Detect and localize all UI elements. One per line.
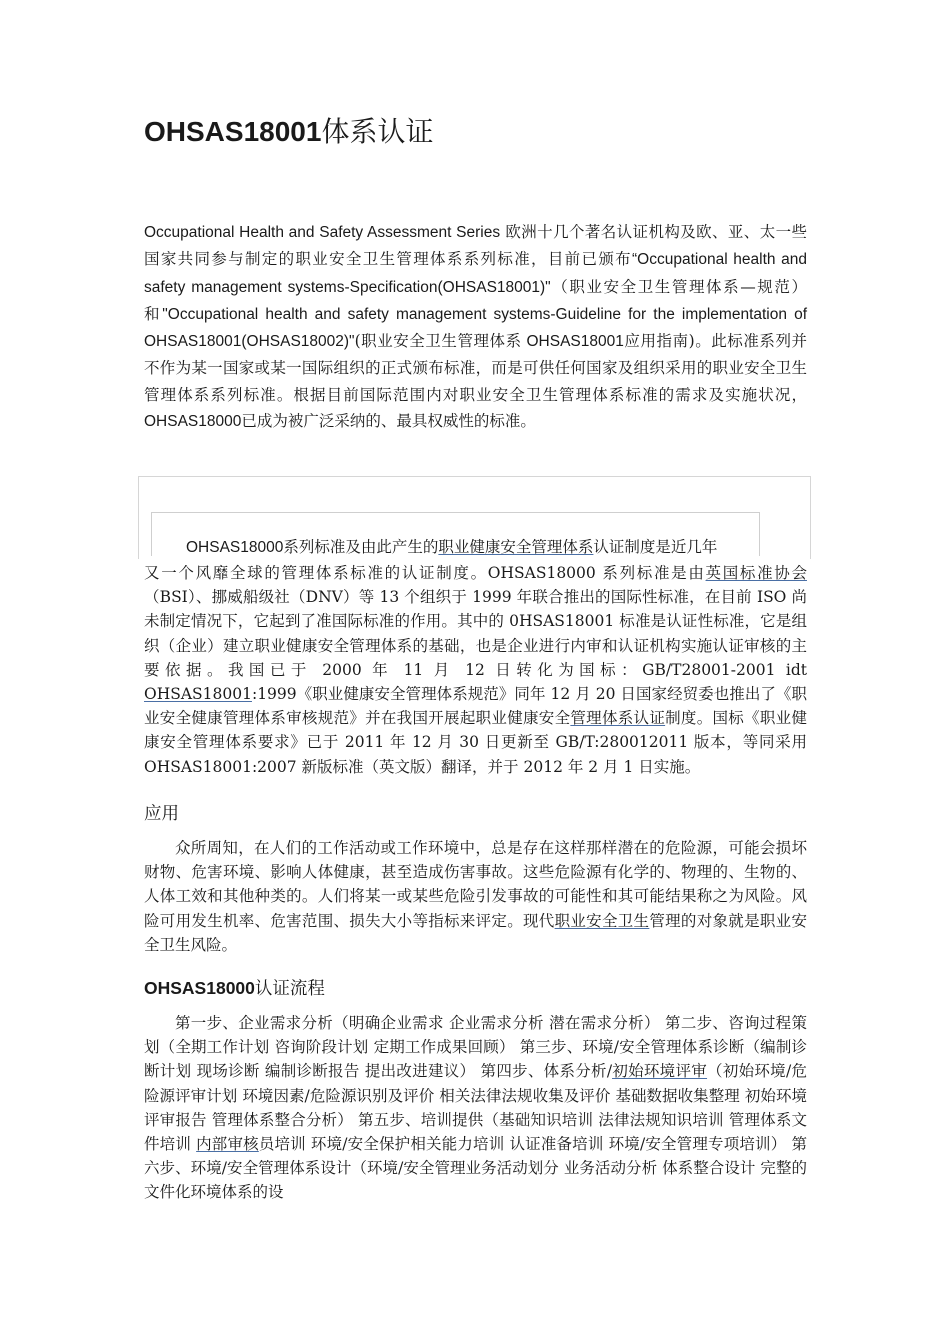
title-text: 体系认证: [321, 115, 434, 148]
body-paragraph: [144, 561, 807, 779]
standard-code: OHSAS18000: [186, 539, 284, 556]
ohsas18001-link[interactable]: OHSAS18001: [144, 685, 252, 704]
series-name: Occupational Health and Safety Assessment Series: [144, 224, 501, 241]
body-text: 众所周知，在人们的工作活动或工作环境中，总是存在这样那样潜在的危险源，可能会损坏财物、危害环境、影响人体健康，甚至造成伤害事故。这些危险源有化学的、物理的、生物的、人体工效和其他种类的。人们将某一或某些危险引发事故的可能性和其可能结果称之为风险。风险可用发生机率、危害范围、损失大小等指标来评定。现代: [144, 839, 807, 930]
body-text: （BSI）、挪威船级社（DNV）等 13 个组织于 1999 年联合推出的国际性标准，在目前 ISO 尚未制定情况下，它起到了准国际标准的作用。其中的 0HSAS18001 标准是认证性标准，它是组织（企业）建立职业健康安全管理体系的基础，也是企业进行内审和认证机构实施认证审核的主要依据。我国已于 2000 年 11 月 12 日转化为国标：GB/T28001-2001 idt: [144, 588, 807, 679]
heading-code: OHSAS18000: [144, 978, 255, 998]
mgmt-cert-link[interactable]: 管理体系认证: [570, 709, 666, 728]
body-text: 第一步、企业需求分析（明确企业需求 企业需求分析 潜在需求分析） 第二步、咨询过程策划（全期工作计划 咨询阶段计划 定期工作成果回顾） 第三步、环境/安全管理体系诊断（编制诊断计划 现场诊断 编制诊断报告 提出改进建议） 第四步、体系分析/: [144, 1014, 807, 1081]
intro-text: 已成为被广泛采纳的、最具权威性的标准。: [241, 412, 536, 431]
guide-title: "Occupational health and safety management systems-Guideline for the implementation of OHSAS18001(OHSAS18002)": [144, 305, 807, 351]
body-text: 员培训 环境/安全保护相关能力培训 认证准备培训 环境/安全管理专项培训） 第六步、环境/安全管理体系设计（环境/安全管理业务活动划分 业务活动分析 体系整合设计 完整的文件化环境体系的设: [144, 1135, 807, 1202]
initial-review-link[interactable]: 初始环境评审: [612, 1062, 708, 1081]
heading-text: 认证流程: [254, 979, 325, 999]
intro-paragraph: [144, 219, 807, 435]
frame-text: 系列标准及由此产生的: [283, 538, 439, 556]
body-text: 又一个风靡全球的管理体系标准的认证制度。OHSAS18000 系列标准是由: [144, 564, 706, 582]
frame-text: 认证制度是近几年: [593, 538, 718, 556]
page-title: [144, 112, 433, 152]
section-heading-flow: [144, 975, 325, 1002]
bsi-link[interactable]: 英国标准协会: [705, 564, 807, 582]
section-heading-apply: 应用: [144, 804, 179, 824]
intro-text: 应用指南)。此标准系列并不作为某一国家或某一国际组织的正式颁布标准，而是可供任何国家及组织采用的职业安全卫生管理体系系列标准。根据目前国际范围内对职业安全卫生管理体系标准的需求及实施状况，: [144, 332, 807, 404]
body-text: （初始环境/危险源评审计划 环境因素/危险源识别及评价 相关法律法规收集及评价 基础数据收集整理 初始环境评审报告 管理体系整合分析） 第五步、培训提供（基础知识培训 法律法规知识培训 管理体系文件培训: [144, 1062, 807, 1154]
standard-code: OHSAS18000: [144, 413, 242, 431]
title-code: OHSAS18001: [144, 116, 322, 147]
frame-text-line: [186, 535, 717, 560]
body-text: :1999《职业健康安全管理体系规范》同年 12 月 20 日国家经贸委也推出了《职业安全健康管理体系审核规范》并在我国开展起职业健康安全: [144, 685, 807, 728]
intro-text: (职业安全卫生管理体系: [354, 332, 522, 351]
body-text: 管理的对象就是职业安全卫生风险。: [144, 911, 807, 954]
spec-title: “Occupational health and safety management systems-Specification(OHSAS18001)": [144, 251, 807, 296]
intro-text: （职业安全卫生管理体系—规范）和: [144, 277, 807, 323]
flow-paragraph: [144, 1011, 807, 1205]
internal-audit-link[interactable]: 内部审核: [196, 1135, 259, 1154]
body-text: 制度。国标《职业健康安全管理体系要求》已于 2011 年 12 月 30 日更新至 GB/T:280012011 版本，等同采用 OHSAS18001:2007 新版标准（英文版）翻译，并于 2012 年 2 月 1 日实施。: [144, 709, 807, 776]
intro-text: 欧洲十几个著名认证机构及欧、亚、太一些国家共同参与制定的职业安全卫生管理体系系列标准，目前已颁布: [144, 223, 807, 269]
apply-paragraph: [144, 836, 807, 957]
standard-code: OHSAS18001: [521, 333, 624, 351]
ohsms-link[interactable]: 职业健康安全管理体系: [438, 538, 594, 556]
ohs-link[interactable]: 职业安全卫生: [554, 911, 650, 930]
